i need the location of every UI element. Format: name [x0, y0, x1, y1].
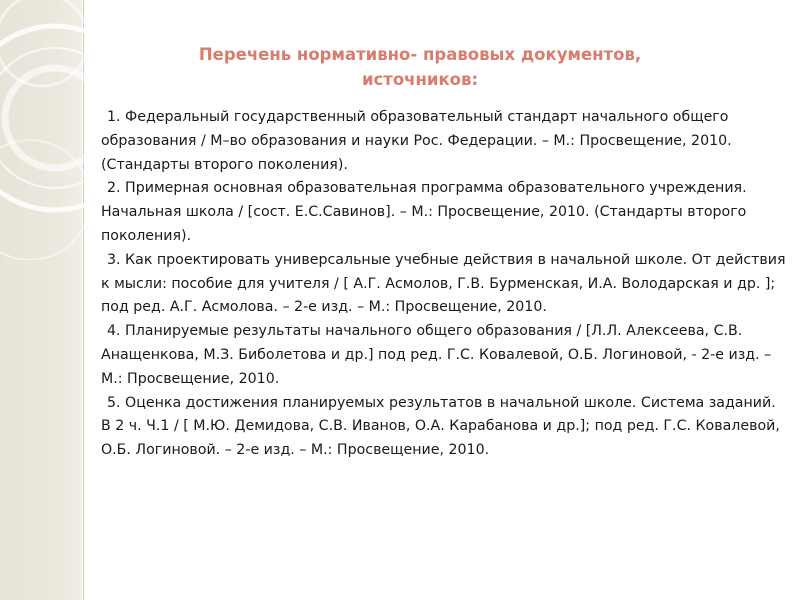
slide-title [100, 42, 740, 92]
list-item-4: 4. Планируемые результаты начального общего образования / [Л.Л. Алексеева, С.В. Анащенкова, М.З. Биболетова и др.] под ред. Г.С. Ковалевой, О.Б. Логиновой, - 2-е изд. – М.: Просвещение, 2010. [101, 323, 772, 387]
document-list [101, 106, 789, 463]
title-line-1: Перечень нормативно- правовых документов, [198, 45, 642, 64]
list-item-2: 2. Примерная основная образовательная программа образовательного учреждения. Начальная школа / [сост. Е.С.Савинов]. – М.: Просвещение, 2010. (Стандарты второго поколения). [101, 180, 747, 244]
list-item-5: 5. Оценка достижения планируемых результатов в начальной школе. Система заданий. В 2 ч. Ч.1 / [ М.Ю. Демидова, С.В. Иванов, О.А. Карабанова и др.]; под ред. Г.С. Ковалевой, О.Б. Логиновой. – 2-е изд. – М.: Просвещение, 2010. [101, 394, 780, 459]
list-item-1: 1. Федеральный государственный образовательный стандарт начального общего образования / М–во образования и науки Рос. Федерации. – М.: Просвещение, 2010. (Стандарты второго поколения). [101, 109, 732, 173]
list-item-3: 3. Как проектировать универсальные учебные действия в начальной школе. От действия к мысли: пособие для учителя / [ А.Г. Асмолов, Г.В. Бурменская, И.А. Володарская и др. ]; под ред. А.Г. Асмолова. – 2-е изд. – М.: Просвещение, 2010. [101, 251, 786, 316]
title-line-2: источников: [361, 70, 479, 89]
